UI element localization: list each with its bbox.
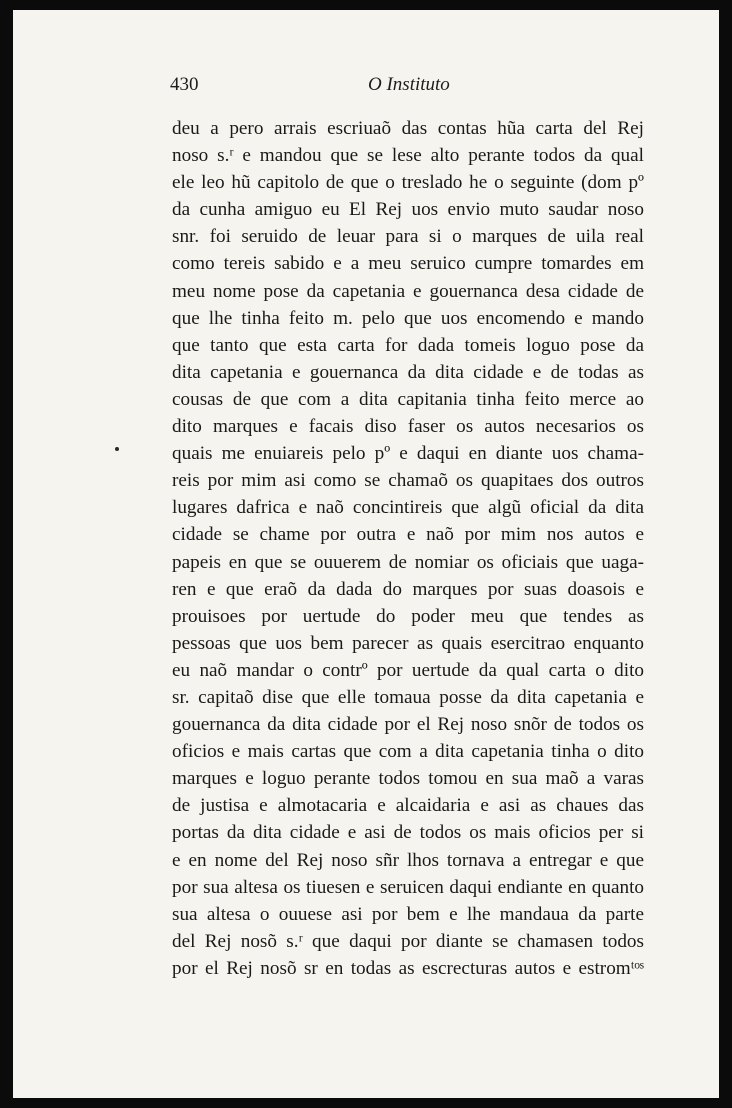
text-line: por el Rej nosõ sr en todas as escrecturas autos e estromᵗᵒˢ xyxy=(172,957,644,979)
text-line: portas da dita cidade e asi de todos os mais oficios per si xyxy=(172,822,644,844)
text-line: quais me enuiareis pelo pº e daqui en diante uos chama- xyxy=(172,443,644,465)
text-line: lugares dafrica e naõ concintireis que algũ oficial da dita xyxy=(172,497,644,519)
text-line: cousas de que com a dita capitania tinha feito merce ao xyxy=(172,388,644,410)
text-line: snr. foi seruido de leuar para si o marques de uila real xyxy=(172,226,644,248)
text-line: da cunha amiguo eu El Rej uos envio muto saudar noso xyxy=(172,199,644,221)
text-line: ren e que eraõ da dada do marques por suas doasois e xyxy=(172,578,644,600)
book-page xyxy=(13,10,719,1098)
text-line: sr. capitaõ dise que elle tomaua posse da dita capetania e xyxy=(172,686,644,708)
text-line: ele leo hũ capitolo de que o treslado he o seguinte (dom pº xyxy=(172,172,644,194)
running-title: O Instituto xyxy=(368,74,450,95)
text-line: noso s.ʳ e mandou que se lese alto perante todos da qual xyxy=(172,145,644,167)
text-line: que tanto que esta carta for dada tomeis loguo pose da xyxy=(172,334,644,356)
text-line: oficios e mais cartas que com a dita capetania tinha o dito xyxy=(172,741,644,763)
text-line: pessoas que uos bem parecer as quais esercitrao enquanto xyxy=(172,632,644,654)
text-line: eu naõ mandar o contrº por uertude da qual carta o dito xyxy=(172,659,644,681)
margin-mark xyxy=(115,447,119,451)
page-number: 430 xyxy=(170,74,199,95)
body-text xyxy=(172,115,644,982)
text-line: deu a pero arrais escriuaõ das contas hũa carta del Rej xyxy=(172,118,644,139)
text-line: que lhe tinha feito m. pelo que uos encomendo e mando xyxy=(172,307,644,329)
text-line: dita capetania e gouernanca da dita cidade e de todas as xyxy=(172,361,644,383)
text-line: de justisa e almotacaria e alcaidaria e asi as chaues das xyxy=(172,795,644,817)
text-line: papeis en que se ouuerem de nomiar os oficiais que uaga- xyxy=(172,551,644,573)
text-line: prouisoes por uertude do poder meu que tendes as xyxy=(172,605,644,627)
text-line: dito marques e facais diso faser os autos necesarios os xyxy=(172,416,644,438)
text-line: marques e loguo perante todos tomou en sua maõ a varas xyxy=(172,768,644,790)
text-line: gouernanca da dita cidade por el Rej noso snõr de todos os xyxy=(172,714,644,736)
text-line: cidade se chame por outra e naõ por mim nos autos e xyxy=(172,524,644,546)
text-line: como tereis sabido e a meu seruico cumpre tomardes em xyxy=(172,253,644,275)
text-line: meu nome pose da capetania e gouernanca desa cidade de xyxy=(172,280,644,302)
text-line: sua altesa o ouuese asi por bem e lhe mandaua da parte xyxy=(172,903,644,925)
text-line: del Rej nosõ s.ʳ que daqui por diante se chamasen todos xyxy=(172,930,644,952)
text-line: e en nome del Rej noso sñr lhos tornava a entregar e que xyxy=(172,849,644,871)
text-line: reis por mim asi como se chamaõ os quapitaes dos outros xyxy=(172,470,644,492)
text-line: por sua altesa os tiuesen e seruicen daqui endiante en quanto xyxy=(172,876,644,898)
